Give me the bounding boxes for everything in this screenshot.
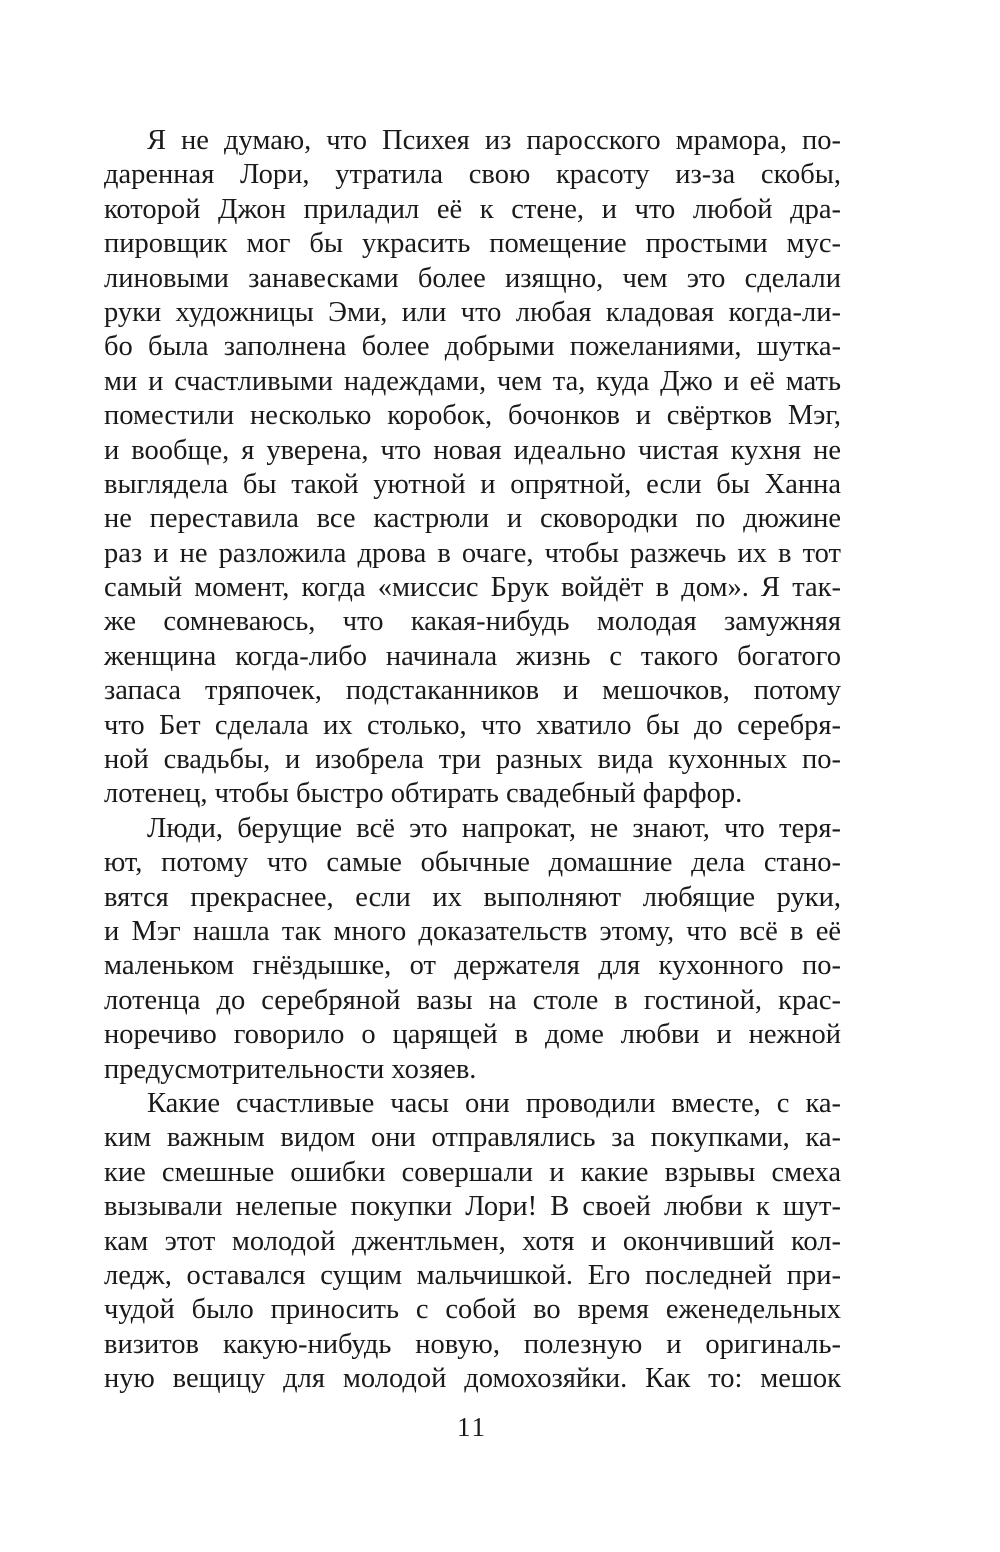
text-line: визитов какую-нибудь новую, полезную и оригиналь- [104, 1328, 841, 1360]
text-line: раз и не разложила дрова в очаге, чтобы разжечь их в тот [104, 537, 841, 569]
text-line: линовыми занавесками более изящно, чем это сделали [104, 262, 841, 294]
text-line: бо была заполнена более добрыми пожеланиями, шутка- [104, 331, 841, 363]
paragraph-2 [104, 812, 841, 1087]
text-line: вызывали нелепые покупки Лори! В своей любви к шут- [104, 1191, 841, 1223]
text-line: норечиво говорило о царящей в доме любви и нежной [104, 1019, 841, 1051]
page-body [104, 124, 841, 1396]
text-line: и Мэг нашла так много доказательств этому, что всё в её [104, 915, 841, 947]
text-line: женщина когда-либо начинала жизнь с такого богатого [104, 640, 841, 672]
text-line: чудой было приносить с собой во время еженедельных [104, 1294, 841, 1326]
text-line: кие смешные ошибки совершали и какие взрывы смеха [104, 1156, 841, 1188]
paragraph-1 [104, 124, 841, 812]
text-line: лотенца до серебряной вазы на столе в гостиной, крас- [104, 984, 841, 1016]
text-line: ной свадьбы, и изобрела три разных вида кухонных по- [104, 744, 841, 776]
text-line: ми и счастливыми надеждами, чем та, куда Джо и её мать [104, 365, 841, 397]
text-line: самый момент, когда «миссис Брук войдёт в дом». Я так- [104, 572, 841, 604]
text-line: выглядела бы такой уютной и опрятной, если бы Ханна [104, 468, 841, 500]
paragraph-3 [104, 1087, 841, 1397]
text-line: вятся прекраснее, если их выполняют любящие руки, [104, 881, 841, 913]
text-line: предусмотрительности хозяев. [104, 1053, 477, 1085]
text-line: не переставила все кастрюли и сковородки по дюжине [104, 503, 841, 535]
text-line: даренная Лори, утратила свою красоту из-за скобы, [104, 159, 841, 191]
text-line: которой Джон приладил её к стене, и что любой дра- [104, 193, 841, 225]
text-line: запаса тряпочек, подстаканников и мешочков, потому [104, 675, 841, 707]
text-line: поместили несколько коробок, бочонков и свёртков Мэг, [104, 400, 841, 432]
text-line: что Бет сделала их столько, что хватило бы до серебря- [104, 709, 841, 741]
text-line: руки художницы Эми, или что любая кладовая когда-ли- [104, 296, 841, 328]
text-line: ким важным видом они отправлялись за покупками, ка- [104, 1122, 841, 1154]
text-line: ют, потому что самые обычные домашние дела стано- [104, 847, 841, 879]
text-line: пировщик мог бы украсить помещение простыми мус- [104, 228, 841, 260]
text-line: Люди, берущие всё это напрокат, не знают, что теря- [147, 812, 841, 844]
text-line: Какие счастливые часы они проводили вместе, с ка- [147, 1087, 841, 1119]
text-line: кам этот молодой джентльмен, хотя и окончивший кол- [104, 1225, 841, 1257]
text-line: ледж, оставался сущим мальчишкой. Его последней при- [104, 1259, 841, 1291]
page-number: 11 [457, 1412, 487, 1442]
text-line: маленьком гнёздышке, от держателя для кухонного по- [104, 950, 841, 982]
text-line: Я не думаю, что Психея из паросского мрамора, по- [147, 125, 841, 156]
text-line: же сомневаюсь, что какая-нибудь молодая замужняя [104, 606, 841, 638]
text-line: ную вещицу для молодой домохозяйки. Как то: мешок [104, 1363, 841, 1395]
text-line: лотенец, чтобы быстро обтирать свадебный фарфор. [104, 778, 743, 810]
text-line: и вообще, я уверена, что новая идеально чистая кухня не [104, 434, 841, 466]
